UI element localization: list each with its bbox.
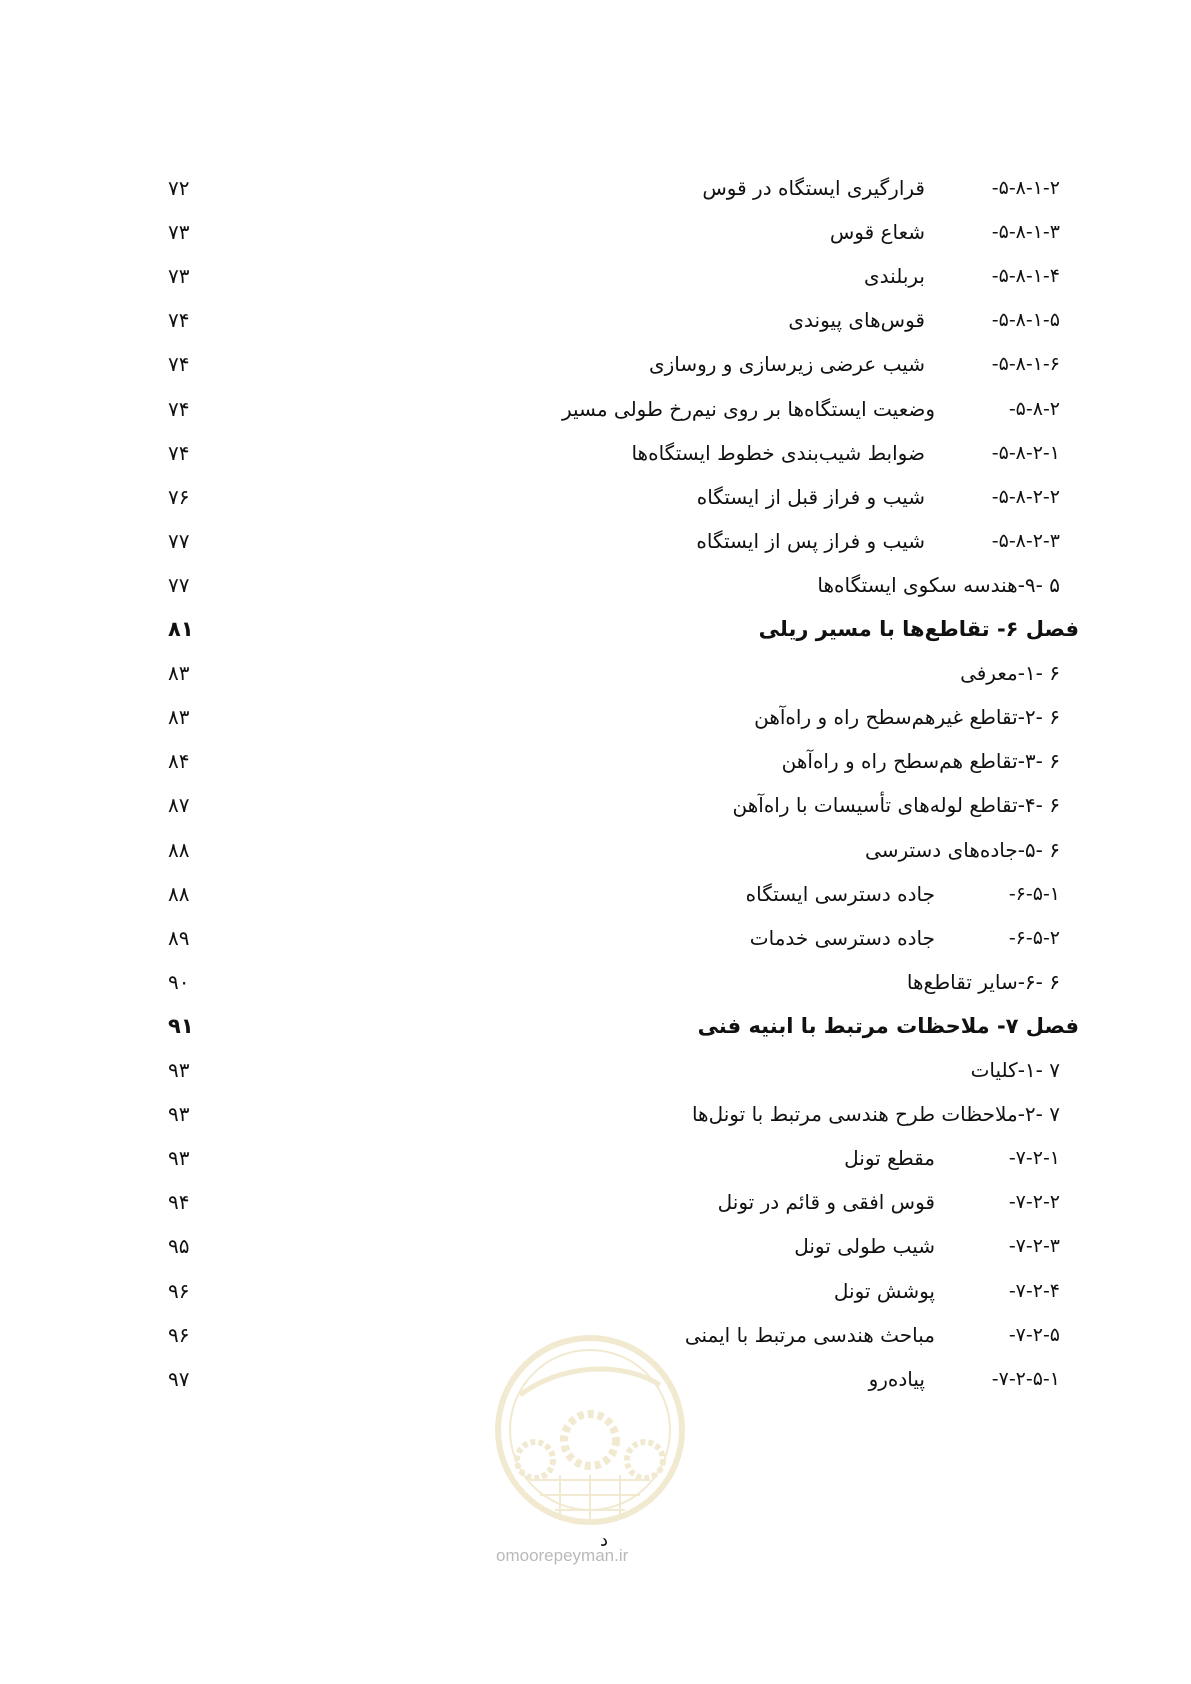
toc-entry-row[interactable]	[0, 1271, 1191, 1311]
toc-section-number: ۷-۲-۵-۱-	[991, 1367, 1060, 1390]
toc-section-number: ۷-۲-۱-	[1008, 1147, 1060, 1170]
toc-page-number: ۹۳	[168, 1102, 190, 1127]
toc-page-number: ۷۴	[168, 308, 190, 333]
toc-entry-title: پیاده‌رو	[868, 1366, 925, 1391]
toc-entry-row[interactable]	[0, 830, 1191, 870]
toc-entry-row[interactable]	[0, 1226, 1191, 1266]
toc-section-number: ۷-۲-۲-	[1008, 1191, 1060, 1214]
toc-entry-title: ۶ -۱-معرفی	[960, 661, 1060, 686]
toc-entry-row[interactable]	[0, 741, 1191, 781]
toc-section-number: ۵-۸-۲-۲-	[991, 485, 1060, 508]
toc-page-number: ۸۷	[168, 793, 190, 818]
toc-entry-row[interactable]	[0, 521, 1191, 561]
toc-entry-row[interactable]	[0, 433, 1191, 473]
toc-page-number: ۷۷	[168, 572, 190, 597]
toc-section-number: ۵-۸-۱-۶-	[991, 353, 1060, 376]
toc-entry-row[interactable]	[0, 962, 1191, 1002]
toc-page-number: ۷۳	[168, 264, 190, 289]
toc-entry-row[interactable]	[0, 212, 1191, 252]
toc-entry-title: ۵ -۹-هندسه سکوی ایستگاه‌ها	[817, 572, 1060, 597]
toc-page-number: ۸۳	[168, 705, 190, 730]
toc-page-number: ۸۴	[168, 749, 190, 774]
toc-section-number: ۷-۲-۴-	[1008, 1279, 1060, 1302]
toc-entry-title: جاده دسترسی ایستگاه	[745, 881, 935, 906]
toc-entry-row[interactable]	[0, 344, 1191, 384]
toc-page-number: ۹۶	[168, 1322, 190, 1347]
toc-entry-title: ۶ -۴-تقاطع لوله‌های تأسیسات با راه‌آهن	[732, 793, 1060, 818]
toc-entry-row[interactable]	[0, 918, 1191, 958]
toc-page-number: ۹۳	[168, 1146, 190, 1171]
toc-entry-title: شیب عرضی زیرسازی و روسازی	[648, 352, 925, 377]
toc-section-number: ۵-۸-۲-۱-	[991, 441, 1060, 464]
toc-chapter-title: فصل ۷- ملاحظات مرتبط با ابنیه فنی	[697, 1013, 1079, 1038]
toc-page-number: ۸۱	[168, 617, 194, 641]
toc-entry-row[interactable]	[0, 697, 1191, 737]
toc-entry-row[interactable]	[0, 389, 1191, 429]
toc-page-number: ۸۹	[168, 925, 190, 950]
toc-chapter-row[interactable]	[0, 609, 1191, 649]
toc-entry-title: مقطع تونل	[844, 1146, 935, 1171]
toc-entry-title: جاده دسترسی خدمات	[749, 925, 935, 950]
toc-section-number: ۷-۲-۵-	[1008, 1323, 1060, 1346]
toc-page-number: ۷۴	[168, 440, 190, 465]
toc-section-number: ۵-۸-۱-۲-	[991, 177, 1060, 199]
toc-entry-row[interactable]	[0, 653, 1191, 693]
toc-section-number: ۵-۸-۲-۳-	[991, 529, 1060, 552]
toc-entry-title: بربلندی	[864, 264, 925, 289]
toc-page-number: ۹۳	[168, 1058, 190, 1082]
toc-entry-title: شعاع قوس	[829, 220, 925, 245]
toc-entry-title: شیب و فراز پس از ایستگاه	[696, 528, 925, 553]
toc-page-number: ۷۲	[168, 176, 190, 200]
toc-entry-title: ۶ -۲-تقاطع غیرهم‌سطح راه و راه‌آهن	[754, 705, 1060, 730]
toc-page-number: ۹۴	[168, 1190, 190, 1215]
toc-section-number: ۵-۸-۱-۳-	[991, 221, 1060, 244]
toc-section-number: ۷-۲-۳-	[1008, 1235, 1060, 1258]
toc-page-number: ۷۴	[168, 396, 190, 421]
toc-page-number: ۷۶	[168, 484, 190, 509]
toc-entry-title: قرارگیری ایستگاه در قوس	[702, 176, 925, 200]
toc-page-number: ۸۸	[168, 881, 190, 906]
toc-entry-title: ۶ -۳-تقاطع هم‌سطح راه و راه‌آهن	[781, 749, 1060, 774]
toc-section-number: ۵-۸-۲-	[1008, 397, 1060, 420]
toc-page-number: ۹۶	[168, 1278, 190, 1303]
toc-section-number: ۶-۵-۲-	[1008, 926, 1060, 949]
toc-entry-row[interactable]	[0, 1050, 1191, 1090]
toc-entry-row[interactable]	[0, 477, 1191, 517]
toc-entry-row[interactable]	[0, 874, 1191, 914]
toc-entry-row[interactable]	[0, 300, 1191, 340]
toc-section-number: ۵-۸-۱-۴-	[991, 265, 1060, 288]
toc-entry-row[interactable]	[0, 565, 1191, 605]
toc-section-number: ۵-۸-۱-۵-	[991, 309, 1060, 332]
toc-page-number: ۷۴	[168, 352, 190, 377]
toc-entry-row[interactable]	[0, 785, 1191, 825]
toc-entry-row[interactable]	[0, 1182, 1191, 1222]
toc-section-number: ۶-۵-۱-	[1008, 882, 1060, 905]
toc-chapter-title: فصل ۶- تقاطع‌ها با مسیر ریلی	[758, 617, 1079, 641]
toc-entry-title: وضعیت ایستگاه‌ها بر روی نیم‌رخ طولی مسیر	[561, 396, 935, 421]
toc-page-number: ۷۷	[168, 528, 190, 553]
toc-entry-title: شیب طولی تونل	[794, 1234, 935, 1259]
toc-page-number: ۸۸	[168, 837, 190, 862]
toc-page-number: ۹۱	[168, 1013, 194, 1038]
toc-entry-title: قوس‌های پیوندی	[788, 308, 925, 333]
toc-entry-row[interactable]	[0, 168, 1191, 208]
toc-page-number: ۸۳	[168, 661, 190, 686]
toc-entry-row[interactable]	[0, 1094, 1191, 1134]
toc-entry-title: پوشش تونل	[833, 1278, 935, 1303]
toc-entry-title: ۶ -۵-جاده‌های دسترسی	[865, 837, 1060, 862]
toc-entry-row[interactable]	[0, 1138, 1191, 1178]
watermark-logo	[490, 1325, 690, 1535]
toc-entry-title: ۶ -۶-سایر تقاطع‌ها	[906, 969, 1060, 994]
toc-page-number: ۹۵	[168, 1234, 190, 1259]
toc-entry-row[interactable]	[0, 256, 1191, 296]
toc-entry-title: شیب و فراز قبل از ایستگاه	[696, 484, 925, 509]
toc-page-number: ۹۷	[168, 1366, 190, 1391]
watermark-url: omoorepeyman.ir	[496, 1546, 629, 1565]
toc-entry-title: ۷ -۲-ملاحظات طرح هندسی مرتبط با تونل‌ها	[691, 1102, 1060, 1127]
page-number: د	[600, 1530, 609, 1551]
toc-entry-title: ضوابط شیب‌بندی خطوط ایستگاه‌ها	[631, 440, 925, 465]
toc-chapter-row[interactable]	[0, 1006, 1191, 1046]
toc-entry-title: مباحث هندسی مرتبط با ایمنی	[684, 1322, 935, 1347]
toc-entry-title: قوس افقی و قائم در تونل	[717, 1190, 935, 1215]
toc-entry-title: ۷ -۱-کلیات	[970, 1058, 1060, 1082]
toc-page-number: ۷۳	[168, 220, 190, 245]
toc-page-number: ۹۰	[168, 969, 190, 994]
